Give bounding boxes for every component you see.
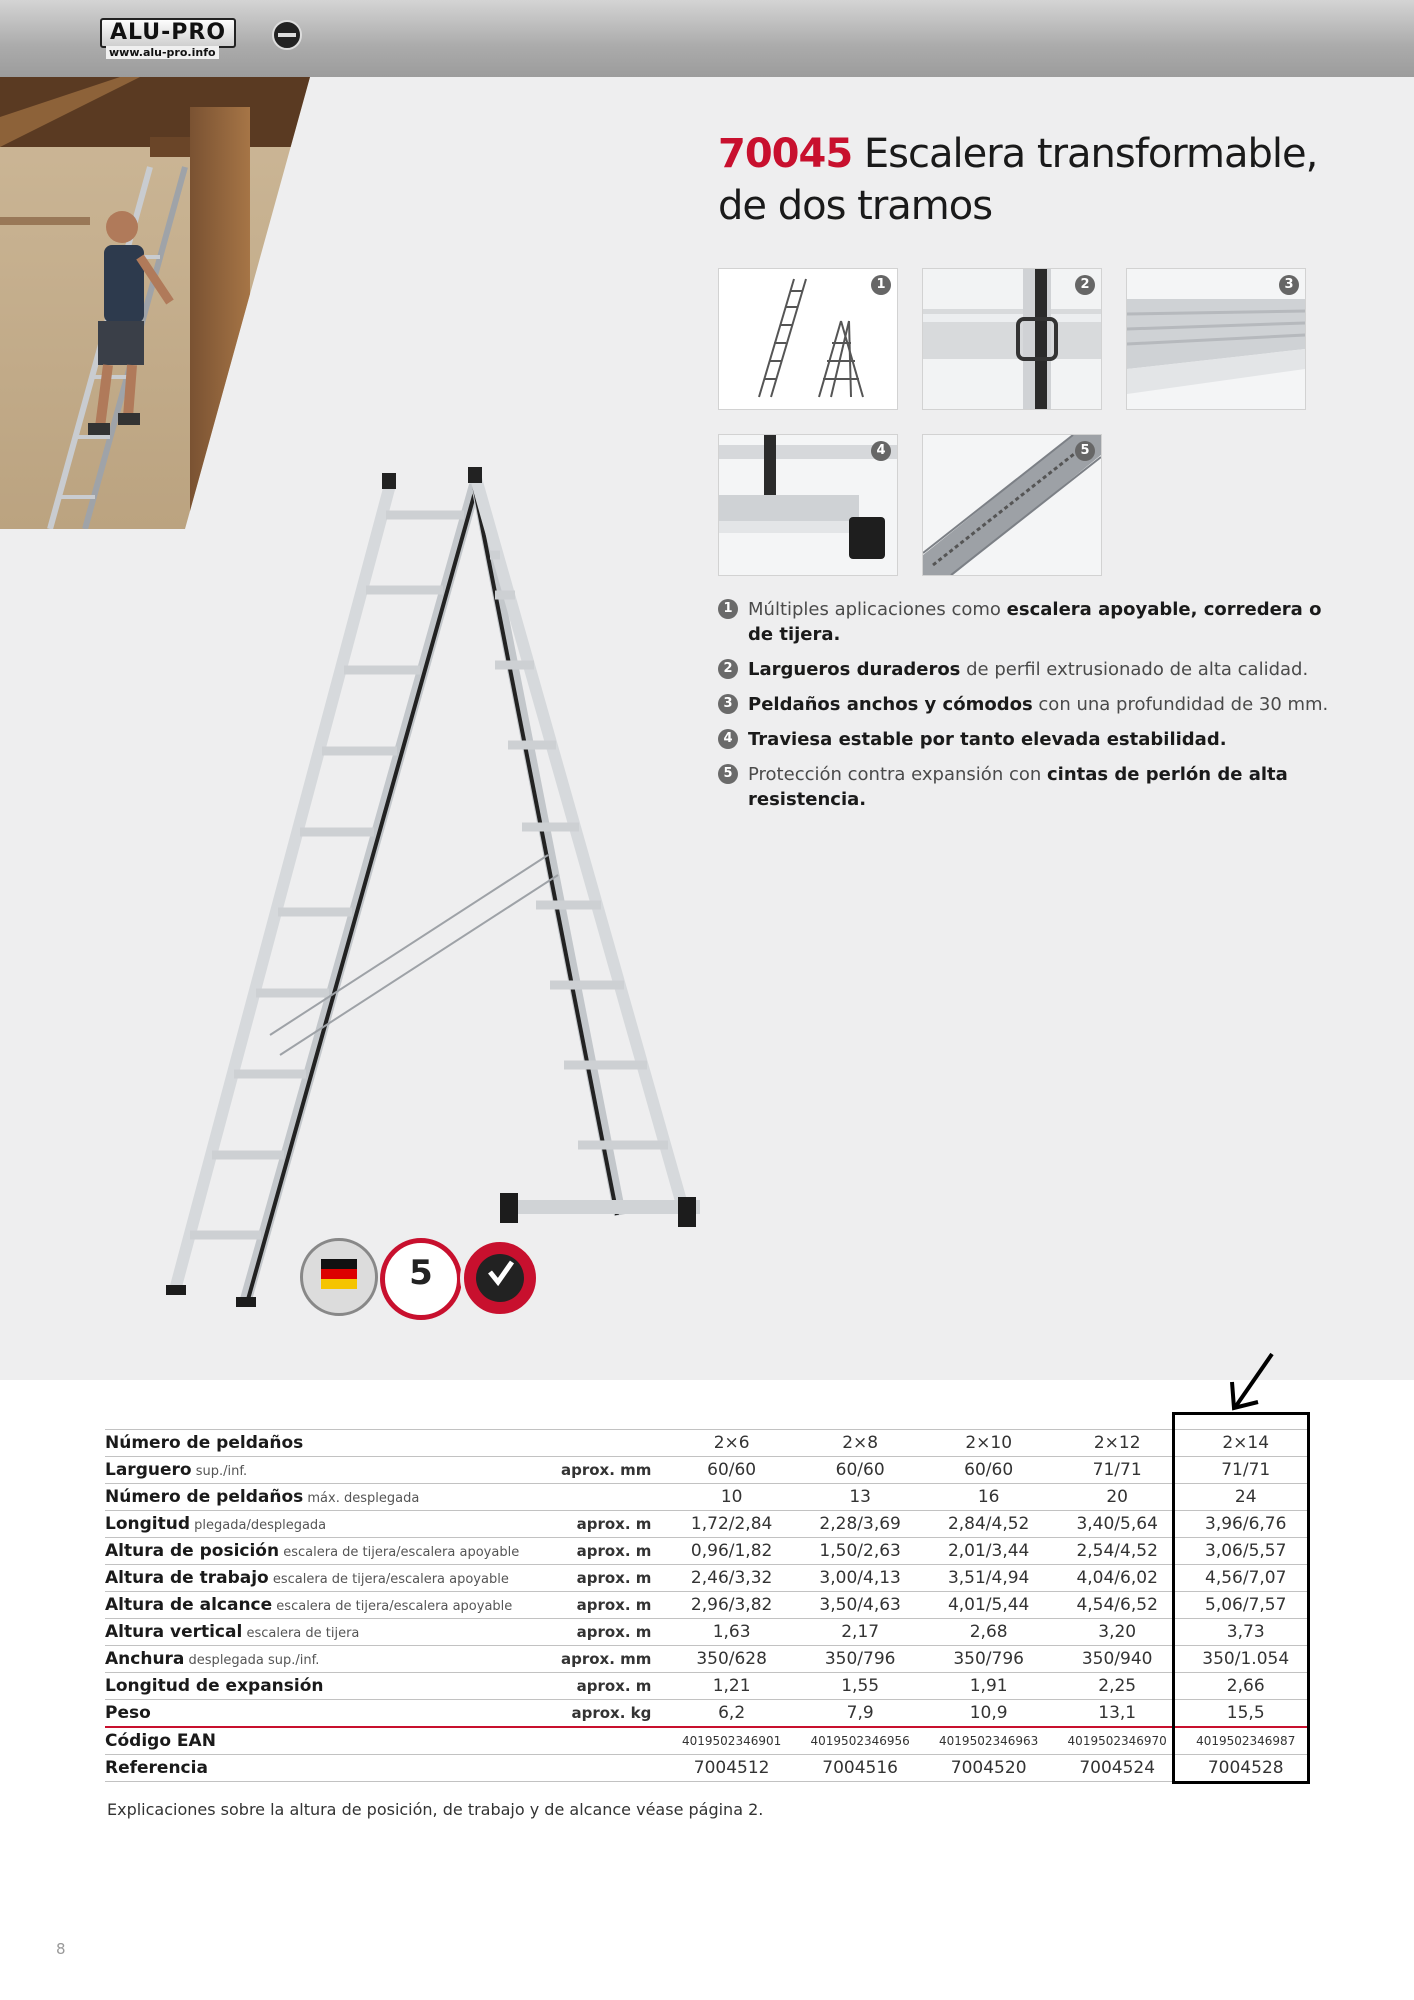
feature-item: 5 Protección contra expansión con cintas de perlón de alta resistencia.	[718, 762, 1338, 812]
thumbnail-number: 4	[871, 441, 891, 461]
product-title	[718, 128, 1358, 232]
feature-item: 4 Traviesa estable por tanto elevada estabilidad.	[718, 727, 1338, 752]
ladder-configurations-icon	[719, 269, 897, 409]
thumbnail-number: 2	[1075, 275, 1095, 295]
table-row: Longitud plegada/desplegada aprox. m 1,72/2,84 2,28/3,69 2,84/4,52 3,40/5,64 3,96/6,76	[105, 1511, 1310, 1538]
table-row: Número de peldaños máx. desplegada 10 13 16 20 24	[105, 1484, 1310, 1511]
table-row: Anchura desplegada sup./inf. aprox. mm 350/628 350/796 350/796 350/940 350/1.054	[105, 1646, 1310, 1673]
table-row: Altura de trabajo escalera de tijera/escalera apoyable aprox. m 2,46/3,32 3,00/4,13 3,51/4,94 4,04/6,02 4,56/7,07	[105, 1565, 1310, 1592]
product-title-line1: Escalera transformable,	[852, 131, 1318, 177]
feature-number: 1	[718, 599, 738, 619]
thumbnail-5[interactable]	[922, 434, 1102, 576]
feature-item: 2 Largueros duraderos de perfil extrusionado de alta calidad.	[718, 657, 1338, 682]
brand-url: www.alu-pro.info	[106, 46, 219, 59]
feature-item: 3 Peldaños anchos y cómodos con una profundidad de 30 mm.	[718, 692, 1338, 717]
thumbnail-number: 5	[1075, 441, 1095, 461]
table-row: Altura de alcance escalera de tijera/escalera apoyable aprox. m 2,96/3,82 3,50/4,63 4,01/5,44 4,54/6,52 5,06/7,57	[105, 1592, 1310, 1619]
footnote: Explicaciones sobre la altura de posición, de trabajo y de alcance véase página 2.	[107, 1800, 764, 1819]
ladder-illustration	[150, 455, 750, 1315]
feature-number: 3	[718, 694, 738, 714]
feature-number: 4	[718, 729, 738, 749]
germany-flag-icon	[303, 1241, 375, 1313]
checkmark-icon	[464, 1242, 536, 1314]
feature-number: 2	[718, 659, 738, 679]
guarantee-badge	[380, 1238, 462, 1320]
rail-profile-icon	[923, 269, 1101, 409]
guarantee-number: 5	[409, 1253, 433, 1293]
highlight-box-2x14	[1172, 1412, 1310, 1784]
table-row: Larguero sup./inf. aprox. mm 60/60 60/60 60/60 71/71 71/71	[105, 1457, 1310, 1484]
feature-number: 5	[718, 764, 738, 784]
product-code: 70045	[718, 131, 853, 177]
brand-logo[interactable]	[100, 18, 300, 58]
thumbnail-1[interactable]	[718, 268, 898, 410]
page-number: 8	[56, 1940, 66, 1958]
table-row: Peso aprox. kg 6,2 7,9 10,9 13,1 15,5	[105, 1700, 1310, 1728]
thumbnail-number: 3	[1279, 275, 1299, 295]
brand-badge-icon	[272, 20, 302, 50]
brand-name: ALU-PRO	[100, 18, 236, 48]
feature-item: 1 Múltiples aplicaciones como escalera apoyable, corredera o de tijera.	[718, 597, 1338, 647]
table-row: Referencia 7004512 7004516 7004520 7004524 7004528	[105, 1755, 1310, 1782]
en131-norm-badge	[460, 1238, 540, 1318]
wide-rung-icon	[1127, 269, 1305, 409]
table-row: Número de peldaños 2×6 2×8 2×10 2×12 2×14	[105, 1430, 1310, 1457]
thumbnail-3[interactable]	[1126, 268, 1306, 410]
arrow-down-left-icon	[1226, 1350, 1278, 1414]
perlon-strap-icon	[923, 435, 1101, 575]
thumbnail-number: 1	[871, 275, 891, 295]
table-row: Longitud de expansión aprox. m 1,21 1,55 1,91 2,25 2,66	[105, 1673, 1310, 1700]
table-row: Código EAN 4019502346901 4019502346956 4019502346963 4019502346970 4019502346987	[105, 1727, 1310, 1755]
feature-list	[718, 597, 1338, 822]
made-in-germany-badge	[300, 1238, 378, 1316]
specifications-table	[105, 1429, 1310, 1782]
thumbnail-2[interactable]	[922, 268, 1102, 410]
product-title-line2: de dos tramos	[718, 183, 993, 229]
table-row: Altura vertical escalera de tijera aprox. m 1,63 2,17 2,68 3,20 3,73	[105, 1619, 1310, 1646]
table-row: Altura de posición escalera de tijera/escalera apoyable aprox. m 0,96/1,82 1,50/2,63 2,01/3,44 2,54/4,52 3,06/5,57	[105, 1538, 1310, 1565]
